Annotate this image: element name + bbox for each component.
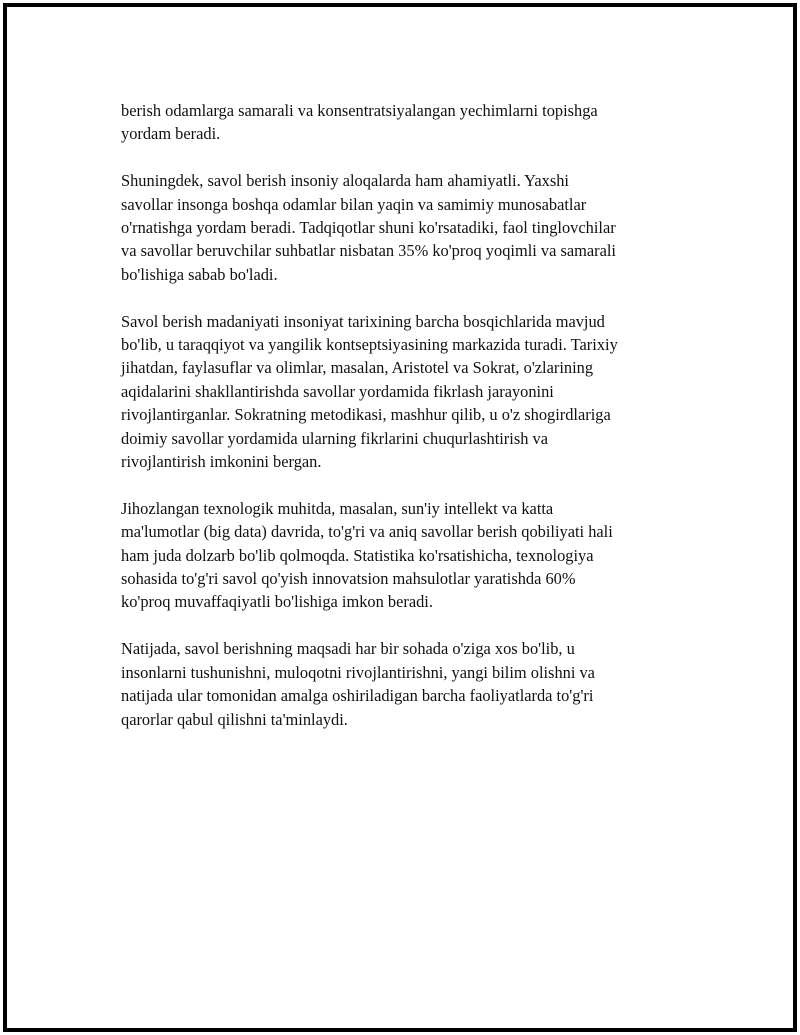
text-line: sohasida to'g'ri savol qo'yish innovatsion mahsulotlar yaratishda 60%: [121, 569, 576, 589]
text-line: rivojlantirish imkonini bergan.: [121, 452, 322, 472]
text-line: Natijada, savol berishning maqsadi har bir sohada o'ziga xos bo'lib, u: [121, 639, 575, 659]
text-line: jihatdan, faylasuflar va olimlar, masalan, Aristotel va Sokrat, o'zlarining: [121, 358, 594, 378]
text-line: Savol berish madaniyati insoniyat tarixining barcha bosqichlarida mavjud: [121, 311, 605, 331]
text-line: berish odamlarga samarali va konsentratsiyalangan yechimlarni topishga: [121, 101, 598, 120]
text-line: bo'lib, u taraqqiyot va yangilik kontseptsiyasining markazida turadi. Tarixiy: [121, 335, 618, 355]
text-line: ko'proq muvaffaqiyatli bo'lishiga imkon beradi.: [121, 592, 433, 612]
document-page: [3, 3, 797, 1032]
paragraph-2: [121, 169, 681, 286]
text-line: aqidalarini shakllantirishda savollar yordamida fikrlash jarayonini: [121, 381, 554, 401]
text-line: savollar insonga boshqa odamlar bilan yaqin va samimiy munosabatlar: [121, 194, 587, 214]
text-line: va savollar beruvchilar suhbatlar nisbatan 35% ko'proq yoqimli va samarali: [121, 241, 616, 261]
text-line: ma'lumotlar (big data) davrida, to'g'ri va aniq savollar berish qobiliyati hali: [121, 522, 613, 542]
text-line: yordam beradi.: [121, 124, 221, 144]
text-line: doimiy savollar yordamida ularning fikrlarini chuqurlashtirish va: [121, 428, 548, 448]
paragraph-3: [121, 310, 681, 474]
paragraph-1: [121, 99, 681, 146]
text-line: rivojlantirganlar. Sokratning metodikasi, mashhur qilib, u o'z shogirdlariga: [121, 405, 611, 425]
text-line: ham juda dolzarb bo'lib qolmoqda. Statistika ko'rsatishicha, texnologiya: [121, 545, 594, 565]
text-line: insonlarni tushunishni, muloqotni rivojlantirishni, yangi bilim olishni va: [121, 662, 595, 682]
text-line: qarorlar qabul qilishni ta'minlaydi.: [121, 709, 348, 729]
text-line: natijada ular tomonidan amalga oshiriladigan barcha faoliyatlarda to'g'ri: [121, 686, 594, 706]
paragraph-5: [121, 637, 681, 731]
text-line: bo'lishiga sabab bo'ladi.: [121, 264, 278, 284]
text-line: o'rnatishga yordam beradi. Tadqiqotlar shuni ko'rsatadiki, faol tinglovchilar: [121, 218, 616, 238]
text-line: Shuningdek, savol berish insoniy aloqalarda ham ahamiyatli. Yaxshi: [121, 171, 569, 191]
paragraph-4: [121, 497, 681, 614]
document-body: [121, 99, 681, 754]
text-line: Jihozlangan texnologik muhitda, masalan, sun'iy intellekt va katta: [121, 498, 554, 518]
